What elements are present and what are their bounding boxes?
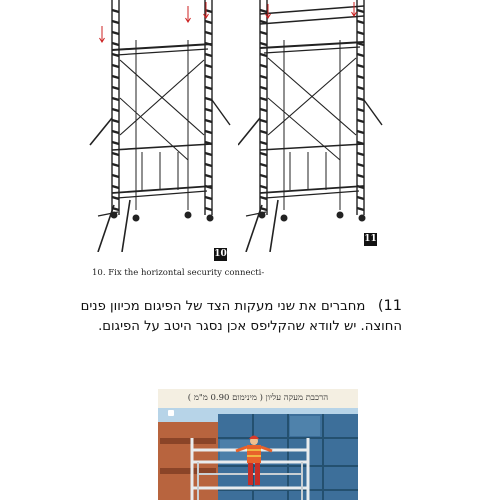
step-number: 11) [377, 298, 402, 314]
photo-title: הרכבת מעקה עליון ( מינימום 0.90 מ"מ ) [158, 389, 358, 408]
step-text-line-1: מחברים את שני מעקות הצד של הפיגום מכיוון פנים [80, 299, 366, 314]
scaffold-drawing-10 [88, 0, 238, 252]
step-instruction [80, 296, 402, 337]
scaffold-illustration-11 [238, 0, 390, 252]
step-text-line-2: החוצה. יש לוודא שהקליפס אכן נסגר היטב על הפיגום. [98, 319, 402, 334]
guardrail-photo-block [158, 389, 358, 500]
figure-number-badge-11: 11 [364, 234, 377, 244]
worker-scaffold-picture [158, 408, 358, 500]
figure-number-badge-10: 10 [214, 249, 227, 259]
worker-on-scaffold-photo [158, 408, 358, 500]
scaffold-drawing-11 [238, 0, 390, 252]
step-line-1 [80, 296, 402, 317]
english-caption: 10. Fix the horizontal security connecti- [92, 268, 265, 278]
scaffold-illustration-10 [88, 0, 238, 252]
